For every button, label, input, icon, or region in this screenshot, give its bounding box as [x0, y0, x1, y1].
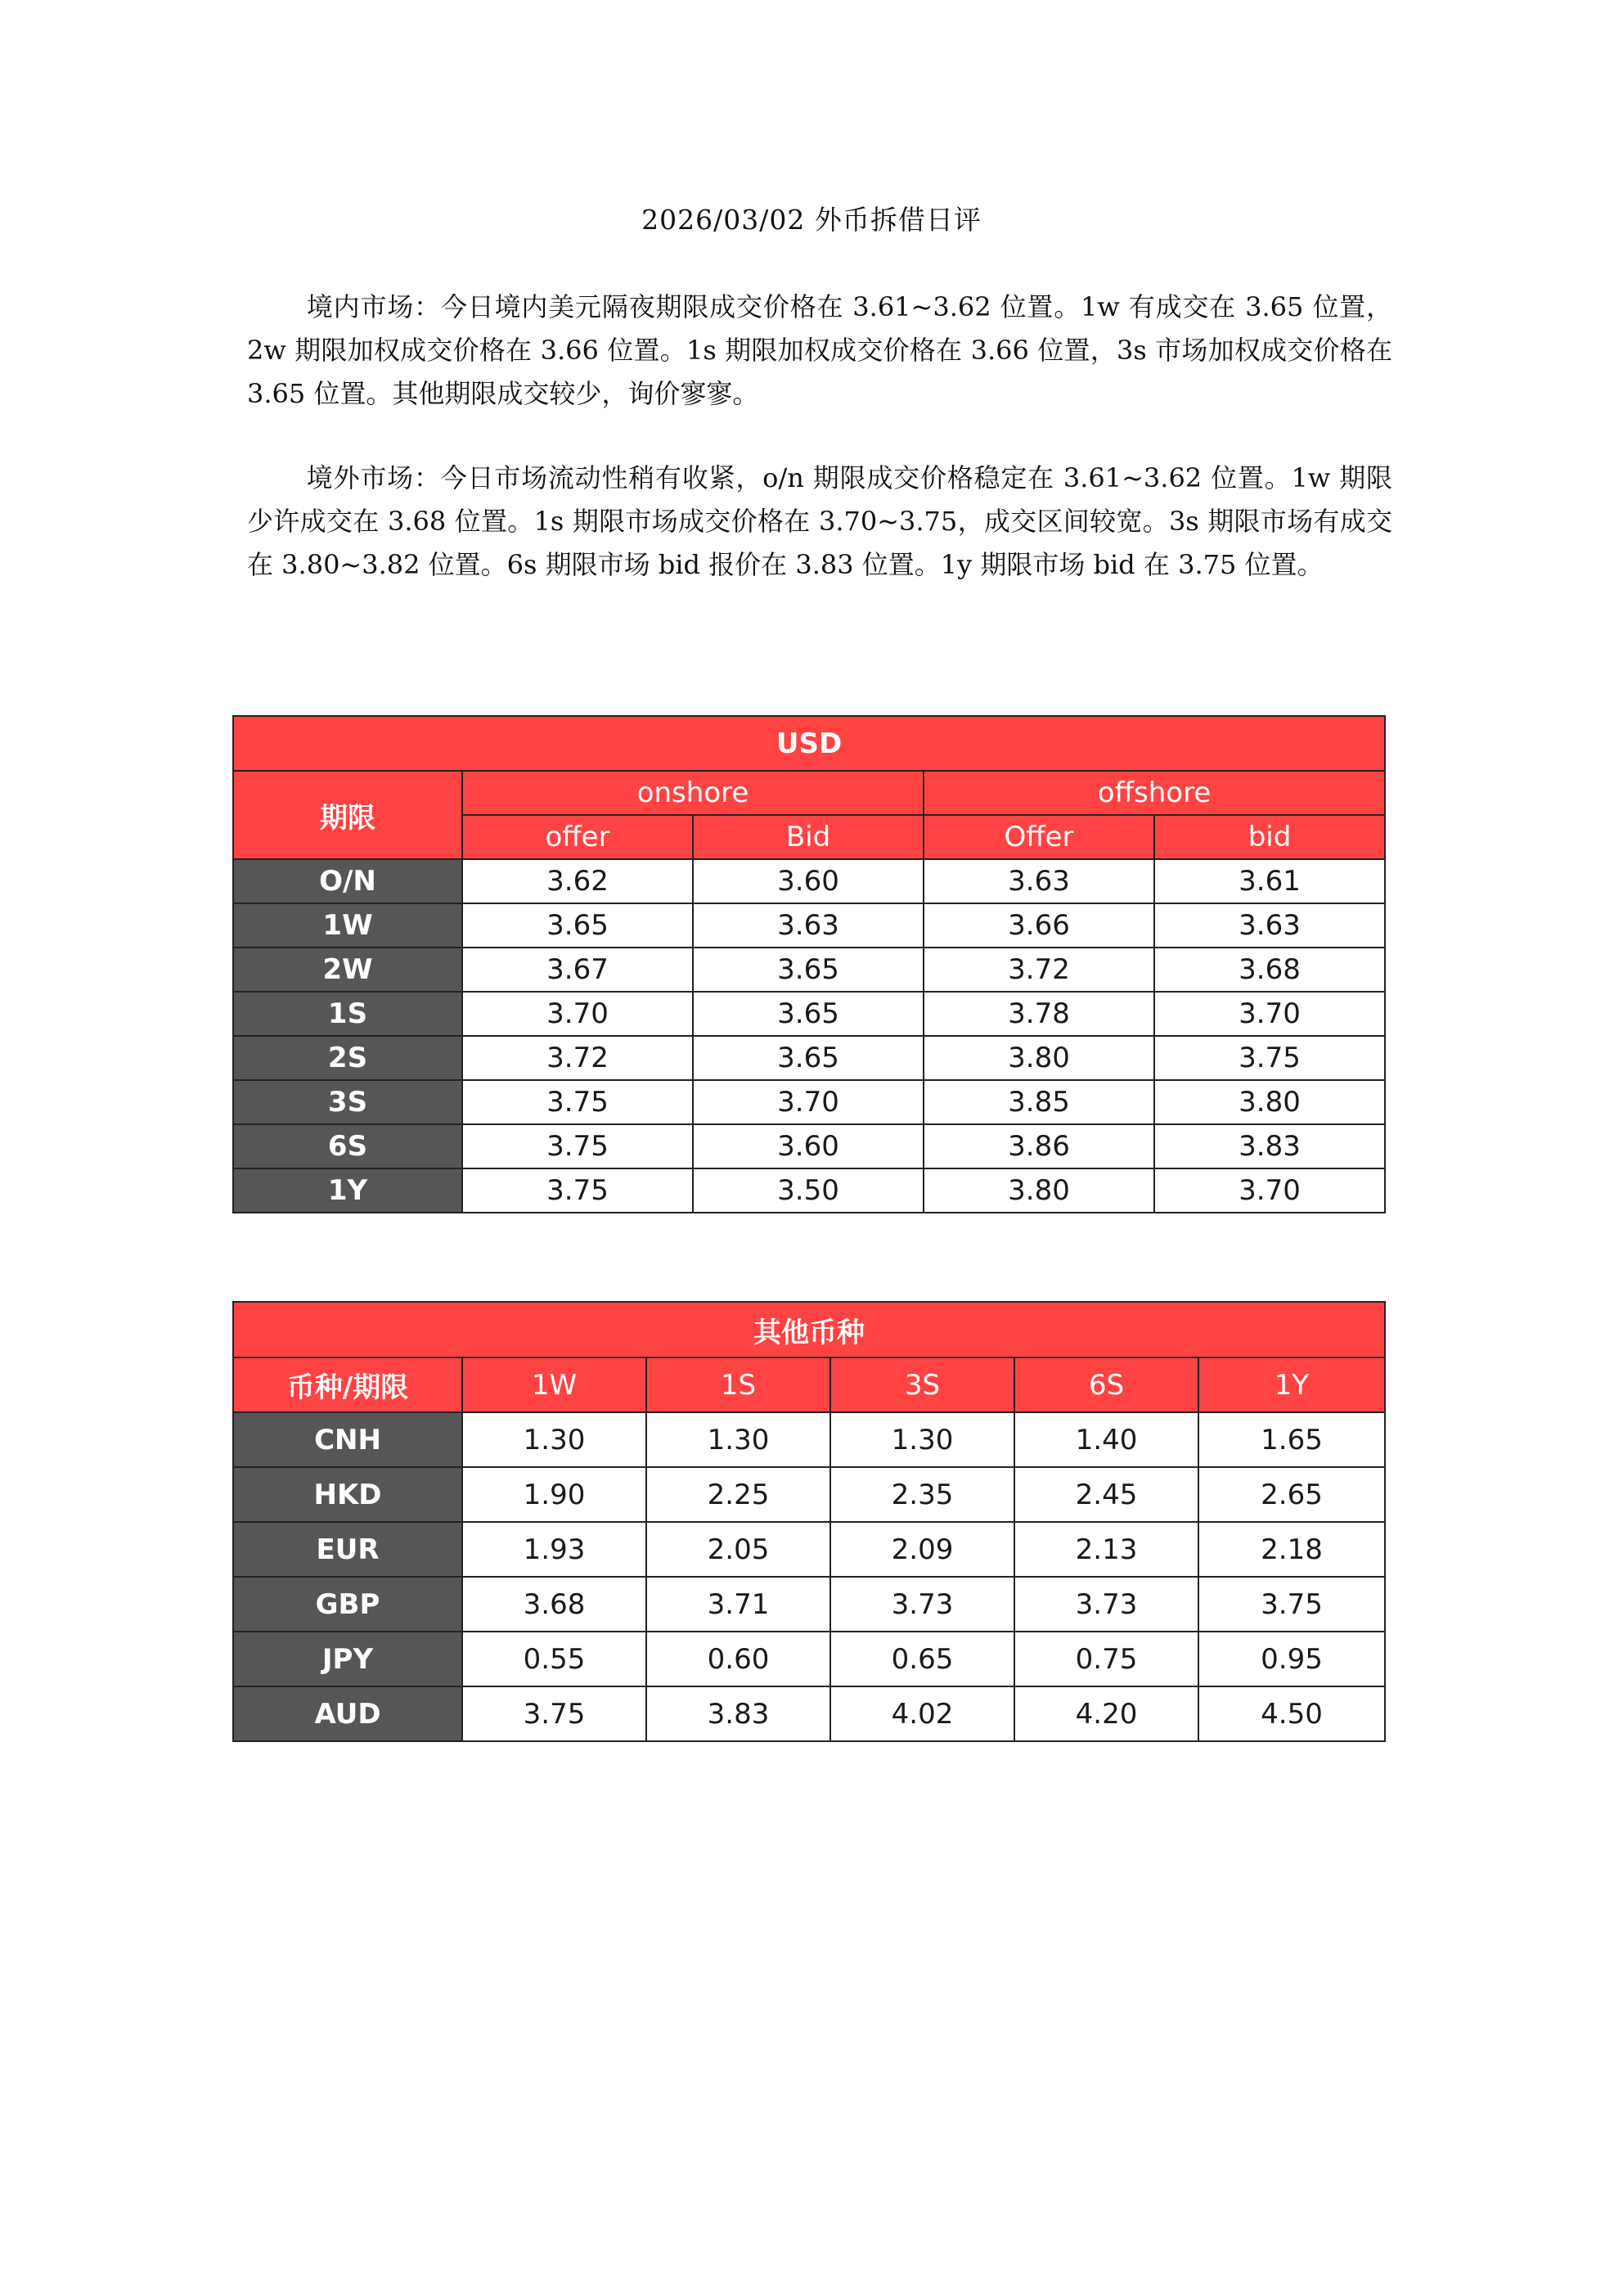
usd-table-row	[233, 1124, 1385, 1168]
rate-cell: 0.65	[830, 1632, 1014, 1686]
offshore-commentary-text: 境外市场：今日市场流动性稍有收紧，o/n 期限成交价格稳定在 3.61~3.62 位置。1w 期限少许成交在 3.68 位置。1s 期限市场成交价格在 3.70~3.75，成交区间较宽。3s 期限市场有成交在 3.80~3.82 位置。6s 期限市场 bid 报价在 3.83 位置。1y 期限市场 bid 在 3.75 位置。	[247, 462, 1392, 580]
rate-cell: 3.67	[462, 948, 693, 992]
rate-cell: 3.65	[462, 903, 693, 948]
rate-cell: 3.63	[924, 859, 1154, 903]
rate-cell: 3.70	[1154, 1168, 1385, 1213]
offshore-bid-header: bid	[1154, 815, 1385, 859]
rate-cell: 3.62	[462, 859, 693, 903]
other-table-row	[233, 1686, 1385, 1741]
rate-cell: 3.75	[462, 1686, 646, 1741]
other-table-row-label: GBP	[233, 1577, 462, 1632]
other-table-row	[233, 1577, 1385, 1632]
rate-cell: 2.35	[830, 1467, 1014, 1522]
onshore-commentary-text: 境内市场：今日境内美元隔夜期限成交价格在 3.61~3.62 位置。1w 有成交在 3.65 位置，2w 期限加权成交价格在 3.66 位置。1s 期限加权成交价格在 3.66 位置，3s 市场加权成交价格在 3.65 位置。其他期限成交较少，询价寥寥。	[247, 291, 1392, 409]
col-header-1w: 1W	[462, 1357, 646, 1412]
other-table-row	[233, 1412, 1385, 1467]
rate-cell: 3.75	[1198, 1577, 1385, 1632]
rate-cell: 2.25	[646, 1467, 830, 1522]
rate-cell: 1.30	[830, 1412, 1014, 1467]
rate-cell: 3.71	[646, 1577, 830, 1632]
rate-cell: 3.72	[462, 1036, 693, 1080]
rate-cell: 2.09	[830, 1522, 1014, 1577]
col-header-1s: 1S	[646, 1357, 830, 1412]
other-table-row-label: JPY	[233, 1632, 462, 1686]
usd-table-row	[233, 1080, 1385, 1124]
rate-cell: 3.68	[1154, 948, 1385, 992]
rate-cell: 3.65	[693, 948, 924, 992]
rate-cell: 2.65	[1198, 1467, 1385, 1522]
rate-cell: 1.30	[462, 1412, 646, 1467]
rate-cell: 3.72	[924, 948, 1154, 992]
other-table-title: 其他币种	[233, 1302, 1385, 1357]
rate-cell: 0.60	[646, 1632, 830, 1686]
col-header-6s: 6S	[1014, 1357, 1198, 1412]
rate-cell: 4.20	[1014, 1686, 1198, 1741]
page-title: 2026/03/02 外币拆借日评	[641, 204, 982, 236]
rate-cell: 3.65	[693, 992, 924, 1036]
rate-cell: 2.18	[1198, 1522, 1385, 1577]
rate-cell: 3.63	[693, 903, 924, 948]
usd-table-row-label: 6S	[233, 1124, 462, 1168]
usd-table-row	[233, 903, 1385, 948]
other-table-row	[233, 1467, 1385, 1522]
usd-table-row-label: O/N	[233, 859, 462, 903]
rate-cell: 0.55	[462, 1632, 646, 1686]
other-table-row	[233, 1632, 1385, 1686]
rate-cell: 3.70	[1154, 992, 1385, 1036]
onshore-offer-header: offer	[462, 815, 693, 859]
rate-cell: 3.80	[924, 1168, 1154, 1213]
usd-rate-table	[232, 715, 1386, 1213]
usd-table-row-label: 1S	[233, 992, 462, 1036]
rate-cell: 1.65	[1198, 1412, 1385, 1467]
rate-cell: 3.73	[1014, 1577, 1198, 1632]
onshore-header: onshore	[462, 771, 924, 815]
usd-table-row	[233, 859, 1385, 903]
other-table-row	[233, 1522, 1385, 1577]
other-table-row-label: CNH	[233, 1412, 462, 1467]
rate-cell: 3.60	[693, 859, 924, 903]
usd-table-title: USD	[233, 716, 1385, 771]
offshore-header: offshore	[924, 771, 1385, 815]
rate-cell: 3.83	[646, 1686, 830, 1741]
rate-cell: 4.02	[830, 1686, 1014, 1741]
other-currency-table	[232, 1301, 1386, 1742]
rate-cell: 1.93	[462, 1522, 646, 1577]
rate-cell: 3.65	[693, 1036, 924, 1080]
rate-cell: 3.63	[1154, 903, 1385, 948]
rate-cell: 3.66	[924, 903, 1154, 948]
rate-cell: 3.75	[462, 1168, 693, 1213]
rate-cell: 3.70	[462, 992, 693, 1036]
usd-table-row-label: 2W	[233, 948, 462, 992]
rate-cell: 3.86	[924, 1124, 1154, 1168]
rate-cell: 3.80	[1154, 1080, 1385, 1124]
rate-cell: 3.60	[693, 1124, 924, 1168]
rate-cell: 3.75	[462, 1080, 693, 1124]
rate-cell: 3.50	[693, 1168, 924, 1213]
usd-table-row-label: 2S	[233, 1036, 462, 1080]
usd-table-row	[233, 1036, 1385, 1080]
other-table-row-label: HKD	[233, 1467, 462, 1522]
rate-cell: 3.68	[462, 1577, 646, 1632]
onshore-bid-header: Bid	[693, 815, 924, 859]
rate-cell: 2.45	[1014, 1467, 1198, 1522]
rate-cell: 3.61	[1154, 859, 1385, 903]
other-table-row-label: EUR	[233, 1522, 462, 1577]
usd-table-row-label: 3S	[233, 1080, 462, 1124]
usd-table-row	[233, 1168, 1385, 1213]
rate-cell: 3.70	[693, 1080, 924, 1124]
usd-table-row	[233, 948, 1385, 992]
usd-table-row	[233, 992, 1385, 1036]
term-header: 期限	[233, 771, 462, 859]
rate-cell: 1.40	[1014, 1412, 1198, 1467]
col-header-1y: 1Y	[1198, 1357, 1385, 1412]
rate-cell: 3.75	[462, 1124, 693, 1168]
offshore-offer-header: Offer	[924, 815, 1154, 859]
currency-term-header: 币种/期限	[233, 1357, 462, 1412]
rate-cell: 0.75	[1014, 1632, 1198, 1686]
usd-table-row-label: 1W	[233, 903, 462, 948]
usd-table-row-label: 1Y	[233, 1168, 462, 1213]
rate-cell: 3.83	[1154, 1124, 1385, 1168]
rate-cell: 0.95	[1198, 1632, 1385, 1686]
rate-cell: 3.75	[1154, 1036, 1385, 1080]
rate-cell: 2.13	[1014, 1522, 1198, 1577]
offshore-commentary	[247, 457, 1392, 587]
col-header-3s: 3S	[830, 1357, 1014, 1412]
rate-cell: 3.73	[830, 1577, 1014, 1632]
other-table-row-label: AUD	[233, 1686, 462, 1741]
rate-cell: 1.30	[646, 1412, 830, 1467]
rate-cell: 3.85	[924, 1080, 1154, 1124]
rate-cell: 3.78	[924, 992, 1154, 1036]
onshore-commentary	[247, 286, 1392, 416]
rate-cell: 4.50	[1198, 1686, 1385, 1741]
rate-cell: 2.05	[646, 1522, 830, 1577]
rate-cell: 1.90	[462, 1467, 646, 1522]
rate-cell: 3.80	[924, 1036, 1154, 1080]
